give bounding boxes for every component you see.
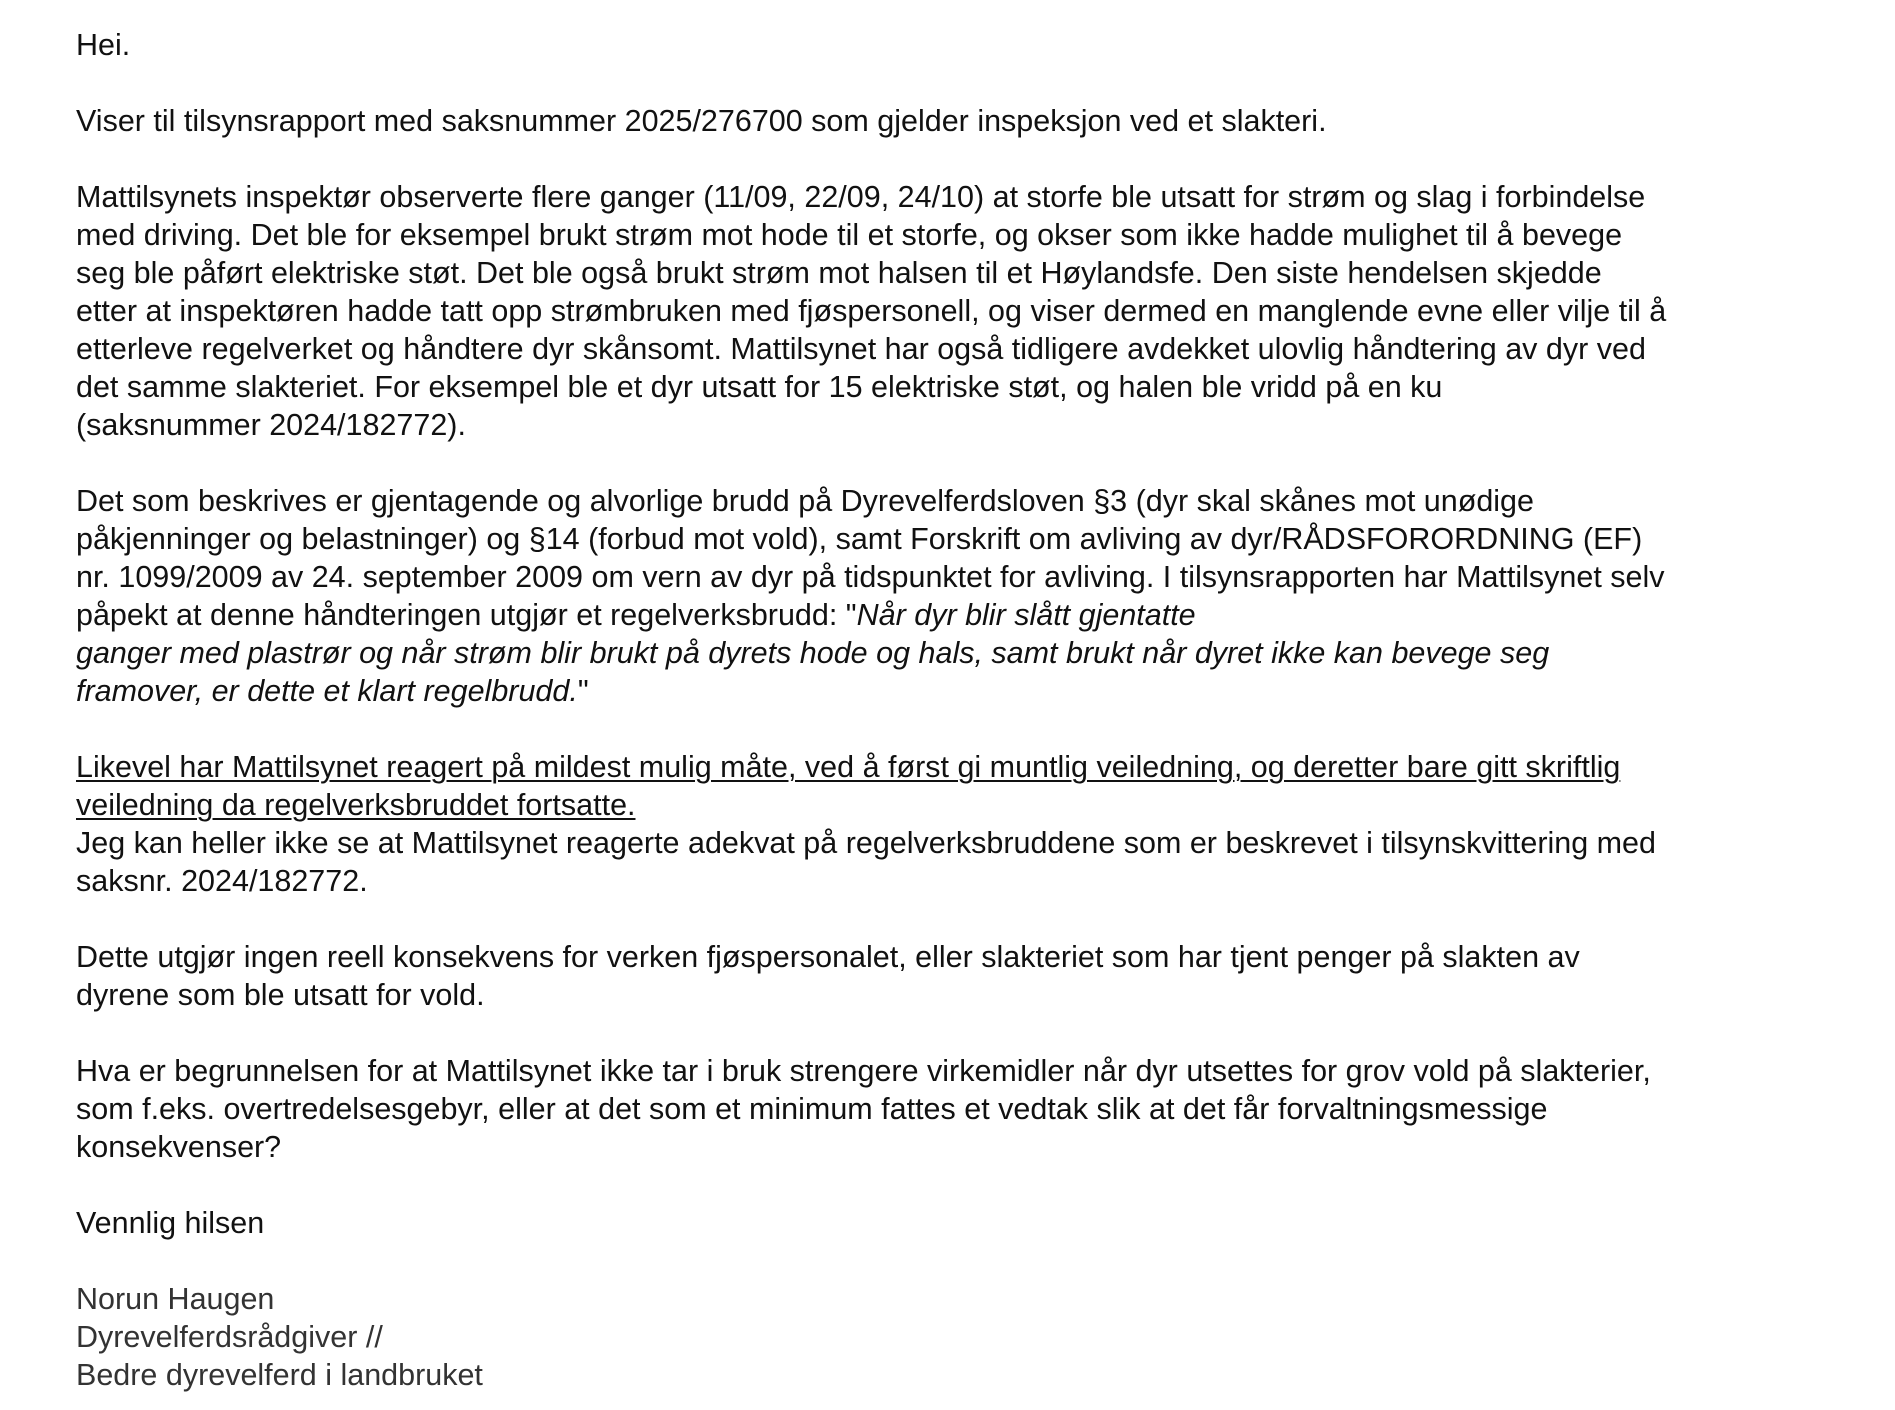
paragraph-line: dyrene som ble utsatt for vold. xyxy=(76,978,485,1012)
quote-text: ganger med plastrør og når strøm blir brukt på dyrets hode og hals, samt brukt når dyret ikke kan bevege seg xyxy=(76,636,1550,670)
paragraph-line: Mattilsynets inspektør observerte flere ganger (11/09, 22/09, 24/10) at storfe ble utsatt for strøm og slag i forbindelse xyxy=(76,180,1646,214)
response-paragraph xyxy=(76,748,1836,900)
signature-title: Dyrevelferdsrådgiver // xyxy=(76,1320,383,1354)
paragraph-line: Dette utgjør ingen reell konsekvens for verken fjøspersonalet, eller slakteriet som har tjent penger på slakten av xyxy=(76,940,1580,974)
spacer xyxy=(76,710,1836,748)
paragraph-line: påkjenninger og belastninger) og §14 (forbud mot vold), samt Forskrift om avliving av dyr/RÅDSFORORDNING (EF) xyxy=(76,522,1643,556)
closing: Vennlig hilsen xyxy=(76,1206,265,1240)
spacer xyxy=(76,140,1836,178)
signature-block xyxy=(76,1280,1836,1394)
consequence-paragraph xyxy=(76,938,1836,1014)
paragraph-line: som f.eks. overtredelsesgebyr, eller at det som et minimum fattes et vedtak slik at det får forvaltningsmessige xyxy=(76,1092,1548,1126)
underlined-line: Likevel har Mattilsynet reagert på mildest mulig måte, ved å først gi muntlig veiledning, og deretter bare gitt skriftlig xyxy=(76,750,1621,784)
paragraph-line: etter at inspektøren hadde tatt opp strømbruken med fjøspersonell, og viser dermed en manglende evne eller vilje til å xyxy=(76,294,1667,328)
paragraph-line: med driving. Det ble for eksempel brukt strøm mot hode til et storfe, og okser som ikke hadde mulighet til å bevege xyxy=(76,218,1623,252)
spacer xyxy=(76,64,1836,102)
paragraph-line: konsekvenser? xyxy=(76,1130,282,1164)
signature-org: Bedre dyrevelferd i landbruket xyxy=(76,1358,483,1392)
quote-lead-in: påpekt at denne håndteringen utgjør et regelverksbrudd: " xyxy=(76,598,857,632)
spacer xyxy=(76,444,1836,482)
quote-close: " xyxy=(577,674,589,708)
paragraph-line: Det som beskrives er gjentagende og alvorlige brudd på Dyrevelferdsloven §3 (dyr skal skånes mot unødige xyxy=(76,484,1534,518)
spacer xyxy=(76,1014,1836,1052)
question-paragraph xyxy=(76,1052,1836,1166)
paragraph-line: saksnr. 2024/182772. xyxy=(76,864,368,898)
paragraph-line xyxy=(76,596,1836,634)
paragraph-line: seg ble påført elektriske støt. Det ble også brukt strøm mot halsen til et Høylandsfe. Den siste hendelsen skjedde xyxy=(76,256,1602,290)
spacer xyxy=(76,900,1836,938)
paragraph-line: Jeg kan heller ikke se at Mattilsynet reagerte adekvat på regelverksbruddene som er beskrevet i tilsynskvittering med xyxy=(76,826,1656,860)
greeting: Hei. xyxy=(76,28,131,62)
paragraph-line: etterleve regelverket og håndtere dyr skånsomt. Mattilsynet har også tidligere avdekket ulovlig håndtering av dyr ved xyxy=(76,332,1646,366)
paragraph-line: Hva er begrunnelsen for at Mattilsynet ikke tar i bruk strengere virkemidler når dyr utsettes for grov vold på slakterier, xyxy=(76,1054,1651,1088)
quote-text: Når dyr blir slått gjentatte xyxy=(856,598,1196,632)
observation-paragraph xyxy=(76,178,1836,444)
legal-paragraph xyxy=(76,482,1836,710)
spacer xyxy=(76,1166,1836,1204)
quote-text: framover, er dette et klart regelbrudd. xyxy=(76,674,578,708)
paragraph-line xyxy=(76,672,1836,710)
paragraph-line: (saksnummer 2024/182772). xyxy=(76,408,466,442)
paragraph-line: det samme slakteriet. For eksempel ble et dyr utsatt for 15 elektriske støt, og halen ble vridd på en ku xyxy=(76,370,1443,404)
reference-paragraph: Viser til tilsynsrapport med saksnummer 2025/276700 som gjelder inspeksjon ved et slakteri. xyxy=(76,104,1327,138)
signature-name: Norun Haugen xyxy=(76,1282,275,1316)
underlined-line: veiledning da regelverksbruddet fortsatte. xyxy=(76,788,636,822)
paragraph-line: nr. 1099/2009 av 24. september 2009 om vern av dyr på tidspunktet for avliving. I tilsynsrapporten har Mattilsynet selv xyxy=(76,560,1665,594)
spacer xyxy=(76,1242,1836,1280)
letter-body xyxy=(76,26,1836,1394)
